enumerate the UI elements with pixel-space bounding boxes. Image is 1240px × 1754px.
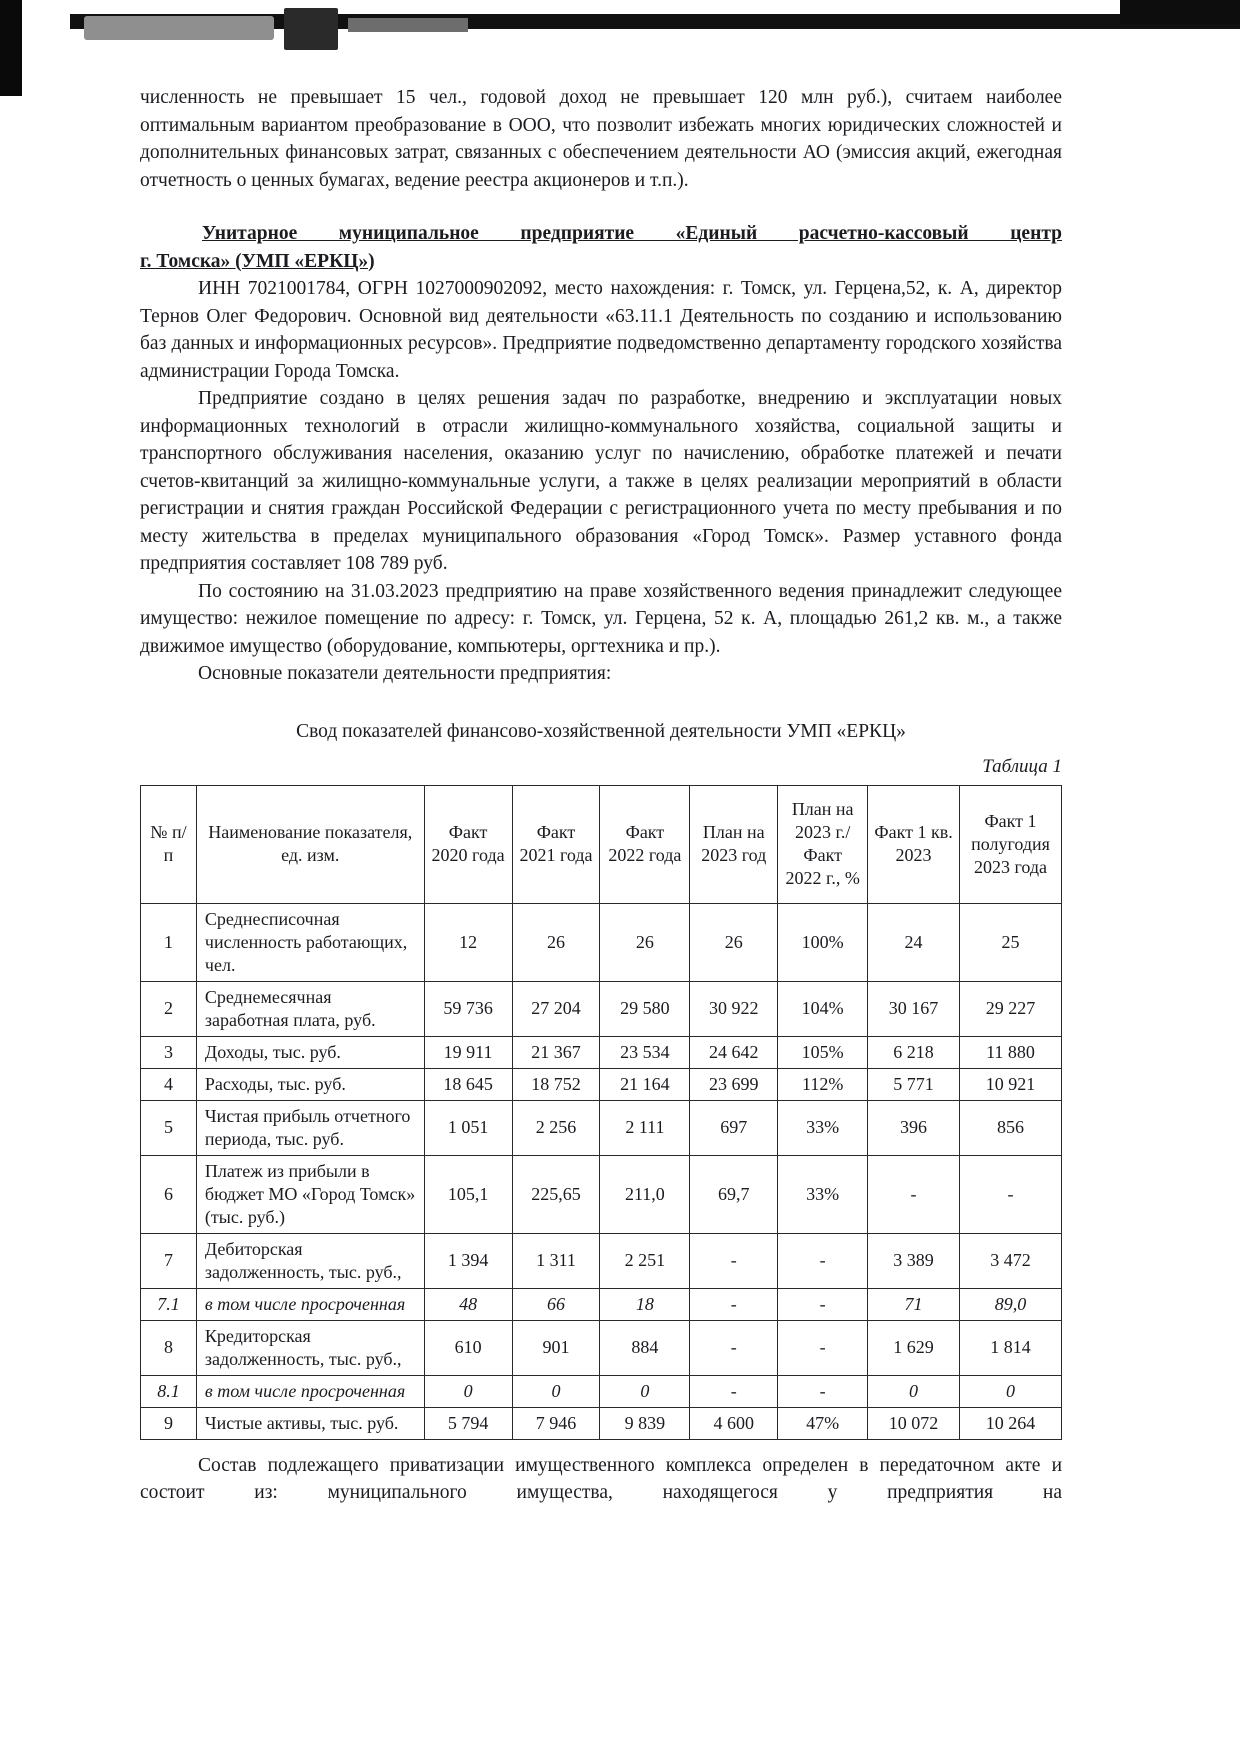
indicator-name-cell: Среднемесячная заработная плата, руб.	[196, 981, 424, 1036]
value-cell: 21 164	[600, 1068, 690, 1100]
value-cell: 69,7	[690, 1155, 778, 1233]
scan-artifact-left-edge	[0, 0, 22, 96]
table-row	[141, 1407, 1062, 1439]
value-cell: 3 472	[960, 1233, 1062, 1288]
table-row	[141, 1100, 1062, 1155]
value-cell: 2 256	[512, 1100, 600, 1155]
value-cell: 697	[690, 1100, 778, 1155]
value-cell: 112%	[778, 1068, 868, 1100]
column-header: Факт 2021 года	[512, 785, 600, 903]
value-cell: 21 367	[512, 1036, 600, 1068]
value-cell: 29 580	[600, 981, 690, 1036]
value-cell: 901	[512, 1320, 600, 1375]
value-cell: 11 880	[960, 1036, 1062, 1068]
value-cell: 0	[512, 1375, 600, 1407]
value-cell: 1 814	[960, 1320, 1062, 1375]
table-number-label: Таблица 1	[982, 756, 1062, 777]
row-number-cell: 2	[141, 981, 197, 1036]
table-caption: Свод показателей финансово-хозяйственной деятельности УМП «ЕРКЦ»	[296, 720, 906, 742]
row-number-cell: 9	[141, 1407, 197, 1439]
value-cell: 29 227	[960, 981, 1062, 1036]
value-cell: 25	[960, 903, 1062, 981]
value-cell: -	[690, 1375, 778, 1407]
table-row	[141, 981, 1062, 1036]
table-row	[141, 1320, 1062, 1375]
column-header: Наименование показателя, ед. изм.	[196, 785, 424, 903]
value-cell: 104%	[778, 981, 868, 1036]
table-row	[141, 1288, 1062, 1320]
value-cell: 1 394	[424, 1233, 512, 1288]
row-number-cell: 8	[141, 1320, 197, 1375]
value-cell: 30 167	[868, 981, 960, 1036]
value-cell: 5 771	[868, 1068, 960, 1100]
value-cell: 59 736	[424, 981, 512, 1036]
row-number-cell: 3	[141, 1036, 197, 1068]
value-cell: 71	[868, 1288, 960, 1320]
value-cell: 48	[424, 1288, 512, 1320]
row-number-cell: 7.1	[141, 1288, 197, 1320]
value-cell: 18 645	[424, 1068, 512, 1100]
value-cell: 0	[424, 1375, 512, 1407]
value-cell: -	[868, 1155, 960, 1233]
value-cell: 89,0	[960, 1288, 1062, 1320]
indicator-name-cell: Среднесписочная численность работающих, чел.	[196, 903, 424, 981]
value-cell: 7 946	[512, 1407, 600, 1439]
value-cell: 884	[600, 1320, 690, 1375]
indicator-name-cell: в том числе просроченная	[196, 1375, 424, 1407]
indicator-name-cell: Расходы, тыс. руб.	[196, 1068, 424, 1100]
value-cell: 1 051	[424, 1100, 512, 1155]
value-cell: 27 204	[512, 981, 600, 1036]
value-cell: 100%	[778, 903, 868, 981]
scan-artifact-dark-block	[284, 8, 338, 50]
table-body	[141, 903, 1062, 1439]
indicator-name-cell: Чистая прибыль отчетного периода, тыс. руб.	[196, 1100, 424, 1155]
value-cell: 33%	[778, 1155, 868, 1233]
row-number-cell: 6	[141, 1155, 197, 1233]
scan-artifact-mid-patch	[348, 18, 468, 32]
row-number-cell: 4	[141, 1068, 197, 1100]
value-cell: 10 921	[960, 1068, 1062, 1100]
row-number-cell: 7	[141, 1233, 197, 1288]
indicator-name-cell: в том числе просроченная	[196, 1288, 424, 1320]
value-cell: 33%	[778, 1100, 868, 1155]
value-cell: 2 111	[600, 1100, 690, 1155]
table-row	[141, 1068, 1062, 1100]
value-cell: 23 534	[600, 1036, 690, 1068]
table-row	[141, 1036, 1062, 1068]
value-cell: 2 251	[600, 1233, 690, 1288]
value-cell: 105,1	[424, 1155, 512, 1233]
body-paragraph: Основные показатели деятельности предприятия:	[198, 663, 612, 684]
value-cell: -	[690, 1288, 778, 1320]
column-header: № п/п	[141, 785, 197, 903]
value-cell: 10 264	[960, 1407, 1062, 1439]
value-cell: 0	[868, 1375, 960, 1407]
financial-indicators-table	[140, 785, 1062, 1440]
value-cell: 30 922	[690, 981, 778, 1036]
value-cell: 105%	[778, 1036, 868, 1068]
row-number-cell: 1	[141, 903, 197, 981]
table-row	[141, 1155, 1062, 1233]
column-header: План на 2023 г./ Факт 2022 г., %	[778, 785, 868, 903]
body-paragraph: ИНН 7021001784, ОГРН 1027000902092, место нахождения: г. Томск, ул. Герцена,52, к. А, директор Тернов Олег Федорович. Основной вид деятельности «63.11.1 Деятельность по созданию и использованию баз данных и информационных ресурсов». Предприятие подведомственно департаменту городского хозяйства администрации Города Томска.	[140, 278, 1062, 382]
table-row	[141, 903, 1062, 981]
value-cell: 3 389	[868, 1233, 960, 1288]
value-cell: 18 752	[512, 1068, 600, 1100]
column-header: Факт 2020 года	[424, 785, 512, 903]
value-cell: 856	[960, 1100, 1062, 1155]
value-cell: -	[690, 1320, 778, 1375]
value-cell: 0	[960, 1375, 1062, 1407]
table-row	[141, 1375, 1062, 1407]
scan-artifact-gray-patch	[84, 16, 274, 40]
value-cell: 396	[868, 1100, 960, 1155]
column-header: План на 2023 год	[690, 785, 778, 903]
value-cell: 18	[600, 1288, 690, 1320]
value-cell: 1 311	[512, 1233, 600, 1288]
value-cell: -	[778, 1233, 868, 1288]
scan-artifact-right-corner	[1120, 0, 1240, 24]
value-cell: 610	[424, 1320, 512, 1375]
column-header: Факт 1 кв. 2023	[868, 785, 960, 903]
value-cell: 26	[690, 903, 778, 981]
enterprise-heading	[140, 220, 1062, 275]
indicator-name-cell: Кредиторская задолженность, тыс. руб.,	[196, 1320, 424, 1375]
value-cell: 211,0	[600, 1155, 690, 1233]
indicator-name-cell: Доходы, тыс. руб.	[196, 1036, 424, 1068]
value-cell: 12	[424, 903, 512, 981]
value-cell: 26	[512, 903, 600, 981]
indicator-name-cell: Платеж из прибыли в бюджет МО «Город Томск» (тыс. руб.)	[196, 1155, 424, 1233]
row-number-cell: 5	[141, 1100, 197, 1155]
body-paragraph: Состав подлежащего приватизации имущественного комплекса определен в передаточном акте и состоит из: муниципального имущества, находящегося у предприятия на	[140, 1454, 1062, 1503]
value-cell: 1 629	[868, 1320, 960, 1375]
value-cell: -	[960, 1155, 1062, 1233]
enterprise-heading-line1: Унитарное муниципальное предприятие «Единый расчетно-кассовый центр	[202, 223, 1062, 244]
body-paragraph: Предприятие создано в целях решения задач по разработке, внедрению и эксплуатации новых информационных технологий в отрасли жилищно-коммунального хозяйства, социальной защиты и транспортного обслуживания населения, оказанию услуг по начислению, обработке платежей и печати счетов-квитанций за жилищно-коммунальные услуги, а также в целях реализации мероприятий в области регистрации и снятия граждан Российской Федерации с регистрационного учета по месту пребывания и по месту жительства в пределах муниципального образования «Город Томск». Размер уставного фонда предприятия составляет 108 789 руб.	[140, 388, 1062, 574]
document-page	[140, 84, 1062, 1507]
enterprise-heading-line2: г. Томска» (УМП «ЕРКЦ»)	[140, 250, 375, 272]
column-header: Факт 2022 года	[600, 785, 690, 903]
value-cell: 47%	[778, 1407, 868, 1439]
value-cell: 26	[600, 903, 690, 981]
value-cell: 9 839	[600, 1407, 690, 1439]
value-cell: 5 794	[424, 1407, 512, 1439]
body-paragraph: По состоянию на 31.03.2023 предприятию на праве хозяйственного ведения принадлежит следующее имущество: нежилое помещение по адресу: г. Томск, ул. Герцена, 52 к. А, площадью 261,2 кв. м., а также движимое имущество (оборудование, компьютеры, оргтехника и пр.).	[140, 580, 1062, 657]
table-header-row	[141, 785, 1062, 903]
value-cell: -	[778, 1320, 868, 1375]
row-number-cell: 8.1	[141, 1375, 197, 1407]
value-cell: -	[778, 1288, 868, 1320]
value-cell: -	[690, 1233, 778, 1288]
indicator-name-cell: Дебиторская задолженность, тыс. руб.,	[196, 1233, 424, 1288]
value-cell: 4 600	[690, 1407, 778, 1439]
value-cell: 24	[868, 903, 960, 981]
table-row	[141, 1233, 1062, 1288]
body-paragraph: численность не превышает 15 чел., годовой доход не превышает 120 млн руб.), считаем наиболее оптимальным вариантом преобразование в ООО, что позволит избежать многих юридических сложностей и дополнительных финансовых затрат, связанных с обеспечением деятельности АО (эмиссия акций, ежегодная отчетность о ценных бумагах, ведение реестра акционеров и т.п.).	[140, 87, 1062, 191]
indicator-name-cell: Чистые активы, тыс. руб.	[196, 1407, 424, 1439]
value-cell: -	[778, 1375, 868, 1407]
column-header: Факт 1 полугодия 2023 года	[960, 785, 1062, 903]
value-cell: 225,65	[512, 1155, 600, 1233]
value-cell: 19 911	[424, 1036, 512, 1068]
value-cell: 66	[512, 1288, 600, 1320]
value-cell: 6 218	[868, 1036, 960, 1068]
value-cell: 24 642	[690, 1036, 778, 1068]
value-cell: 0	[600, 1375, 690, 1407]
value-cell: 23 699	[690, 1068, 778, 1100]
value-cell: 10 072	[868, 1407, 960, 1439]
